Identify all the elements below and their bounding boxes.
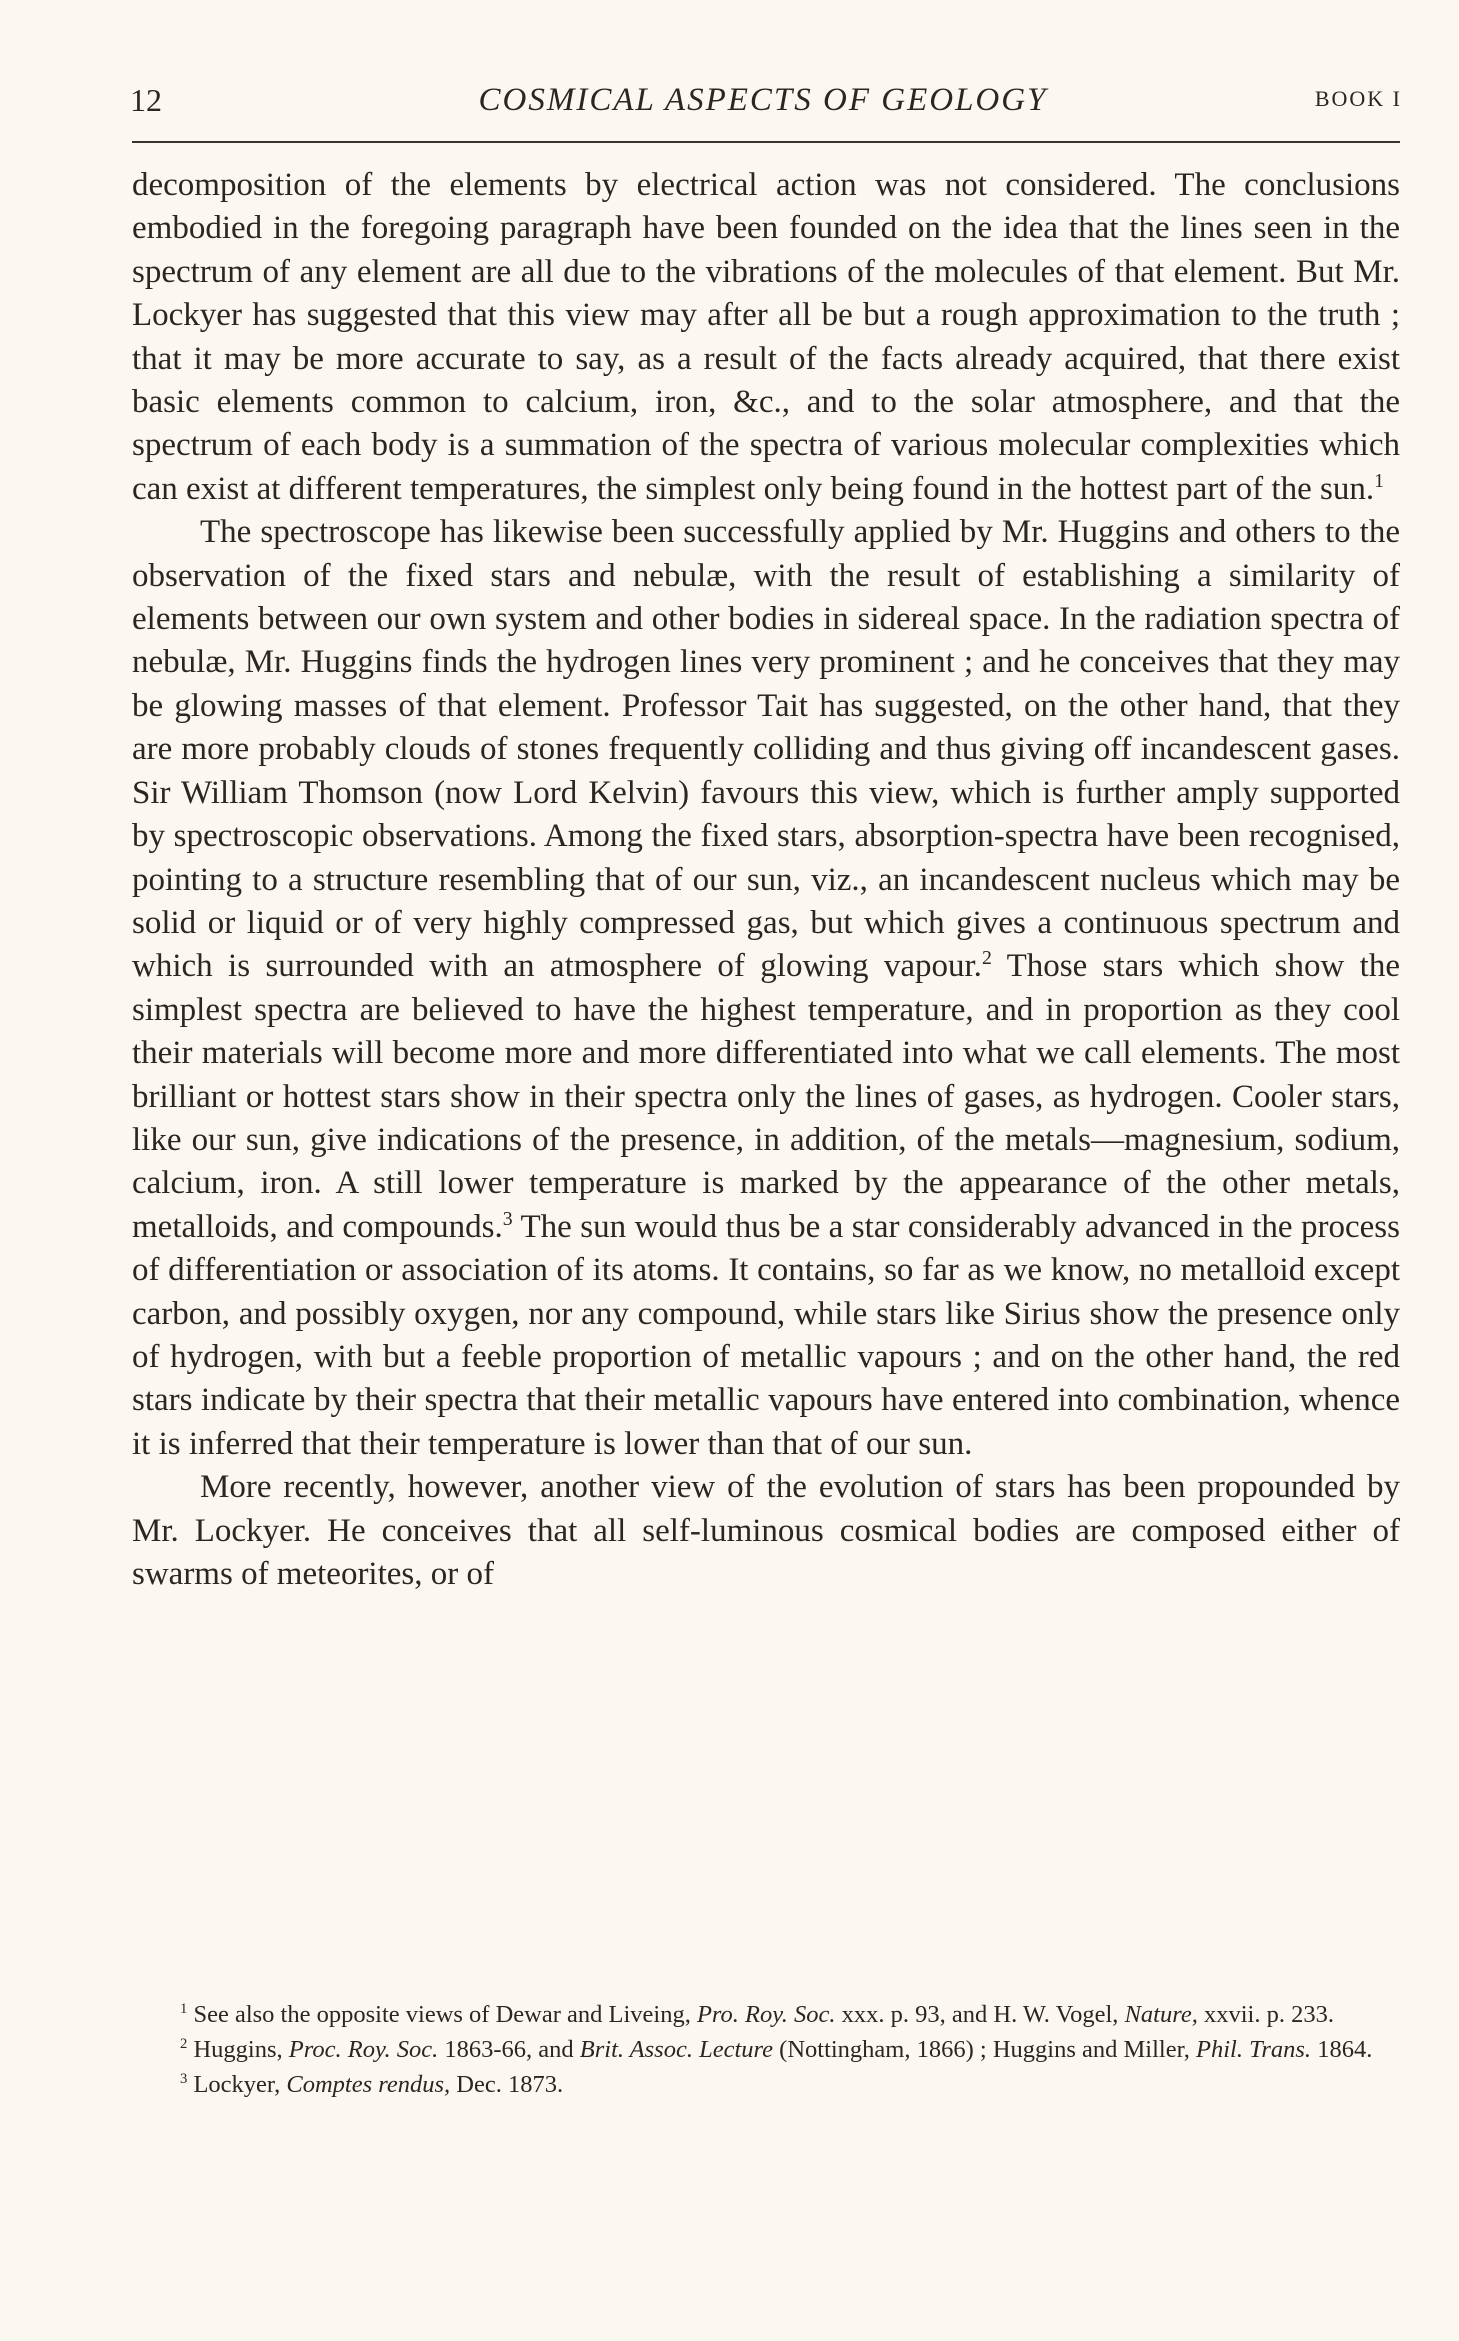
citation-title: Brit. Assoc. Lecture — [579, 2036, 774, 2063]
body-text — [132, 164, 1400, 1596]
footnote-number: 1 — [180, 2000, 188, 2017]
book-label: BOOK I — [1314, 86, 1402, 111]
page-number: 12 — [130, 82, 162, 118]
footnote-ref-2: 2 — [981, 947, 992, 970]
running-title: COSMICAL ASPECTS OF GEOLOGY — [478, 82, 1048, 118]
paragraph-3 — [132, 1466, 1400, 1596]
paragraph-2-text-a: The spectroscope has likewise been successfully applied by Mr. Huggins and others to the observation of the fixed stars and nebulæ, with the result of establishing a similarity of elements between our own system and other bodies in sidereal space. In the radiation spectra of nebulæ, Mr. Huggins finds the hydrogen lines very prominent ; and he conceives that they may be glowing masses of that element. Professor Tait has suggested, on the other hand, that they are more probably clouds of stones frequently colliding and thus giving off incandescent gases. Sir William Thomson (now Lord Kelvin) favours this view, which is further amply supported by spectroscopic observations. Among the fixed stars, absorption-spectra have been recognised, pointing to a structure resembling that of our sun, viz., an incandescent nucleus which may be solid or liquid or of very highly compressed gas, but which gives a continuous spectrum and which is surrounded with an atmosphere of glowing vapour. — [132, 514, 1400, 985]
citation-title: Phil. Trans. — [1196, 2036, 1312, 2063]
citation-title: Comptes rendus, — [286, 2071, 451, 2098]
footnote-text: xxx. p. 93, and H. W. Vogel, — [835, 2001, 1125, 2028]
page-header — [124, 78, 1402, 128]
citation-title: Pro. Roy. Soc. — [696, 2001, 836, 2028]
footnote-2 — [132, 2032, 1400, 2067]
footnote-text: 1863-66, and — [438, 2036, 580, 2063]
footnote-ref-3: 3 — [502, 1207, 513, 1230]
paragraph-3-text: More recently, however, another view of the evolution of stars has been propounded by Mr. Lockyer. He conceives that all self-luminous cosmical bodies are composed either of swarms of meteorites, or of — [132, 1469, 1400, 1592]
footnote-text: Huggins, — [193, 2036, 289, 2063]
footnote-text: xxvii. p. 233. — [1197, 2001, 1334, 2028]
paragraph-2 — [132, 511, 1400, 1466]
paragraph-2-text-b: Those stars which show the simplest spectra are believed to have the highest temperature, and in proportion as they cool their materials will become more and more differentiated into what we call elements. The most brilliant or hottest stars show in their spectra only the lines of gases, as hydrogen. Cooler stars, like our sun, give indications of the presence, in addition, of the metals—magnesium, sodium, calcium, iron. A still lower temperature is marked by the appearance of the other metals, metalloids, and compounds. — [132, 948, 1400, 1245]
paragraph-1 — [132, 164, 1400, 511]
footnote-text: See also the opposite views of Dewar and Liveing, — [193, 2001, 697, 2028]
footnote-text: 1864. — [1311, 2036, 1373, 2063]
footnote-number: 2 — [180, 2035, 188, 2052]
citation-title: Nature, — [1124, 2001, 1198, 2028]
footnote-1 — [132, 1997, 1400, 2032]
footnote-text: Lockyer, — [193, 2071, 287, 2098]
footnote-text: (Nottingham, 1866) ; Huggins and Miller, — [773, 2036, 1196, 2063]
footnotes — [132, 1997, 1400, 2102]
footnote-number: 3 — [180, 2070, 188, 2087]
header-rule — [132, 141, 1400, 143]
paragraph-1-text: decomposition of the elements by electrical action was not considered. The conclusions embodied in the foregoing paragraph have been founded on the idea that the lines seen in the spectrum of any element are all due to the vibrations of the molecules of that element. But Mr. Lockyer has suggested that this view may after all be but a rough approximation to the truth ; that it may be more accurate to say, as a result of the facts already acquired, that there exist basic elements common to calcium, iron, &c., and to the solar atmosphere, and that the spectrum of each body is a summation of the spectra of various molecular complexities which can exist at different temperatures, the simplest only being found in the hottest part of the sun. — [132, 167, 1400, 507]
footnote-3 — [132, 2067, 1400, 2102]
paragraph-2-text-c: The sun would thus be a star considerably advanced in the process of differentiation or association of its atoms. It contains, so far as we know, no metalloid except carbon, and possibly oxygen, nor any compound, while stars like Sirius show the presence only of hydrogen, with but a feeble proportion of metallic vapours ; and on the other hand, the red stars indicate by their spectra that their metallic vapours have entered into combination, whence it is inferred that their temperature is lower than that of our sun. — [132, 1208, 1400, 1462]
citation-title: Proc. Roy. Soc. — [288, 2036, 439, 2063]
footnote-ref-1: 1 — [1374, 469, 1384, 492]
footnote-text: Dec. 1873. — [450, 2071, 564, 2098]
